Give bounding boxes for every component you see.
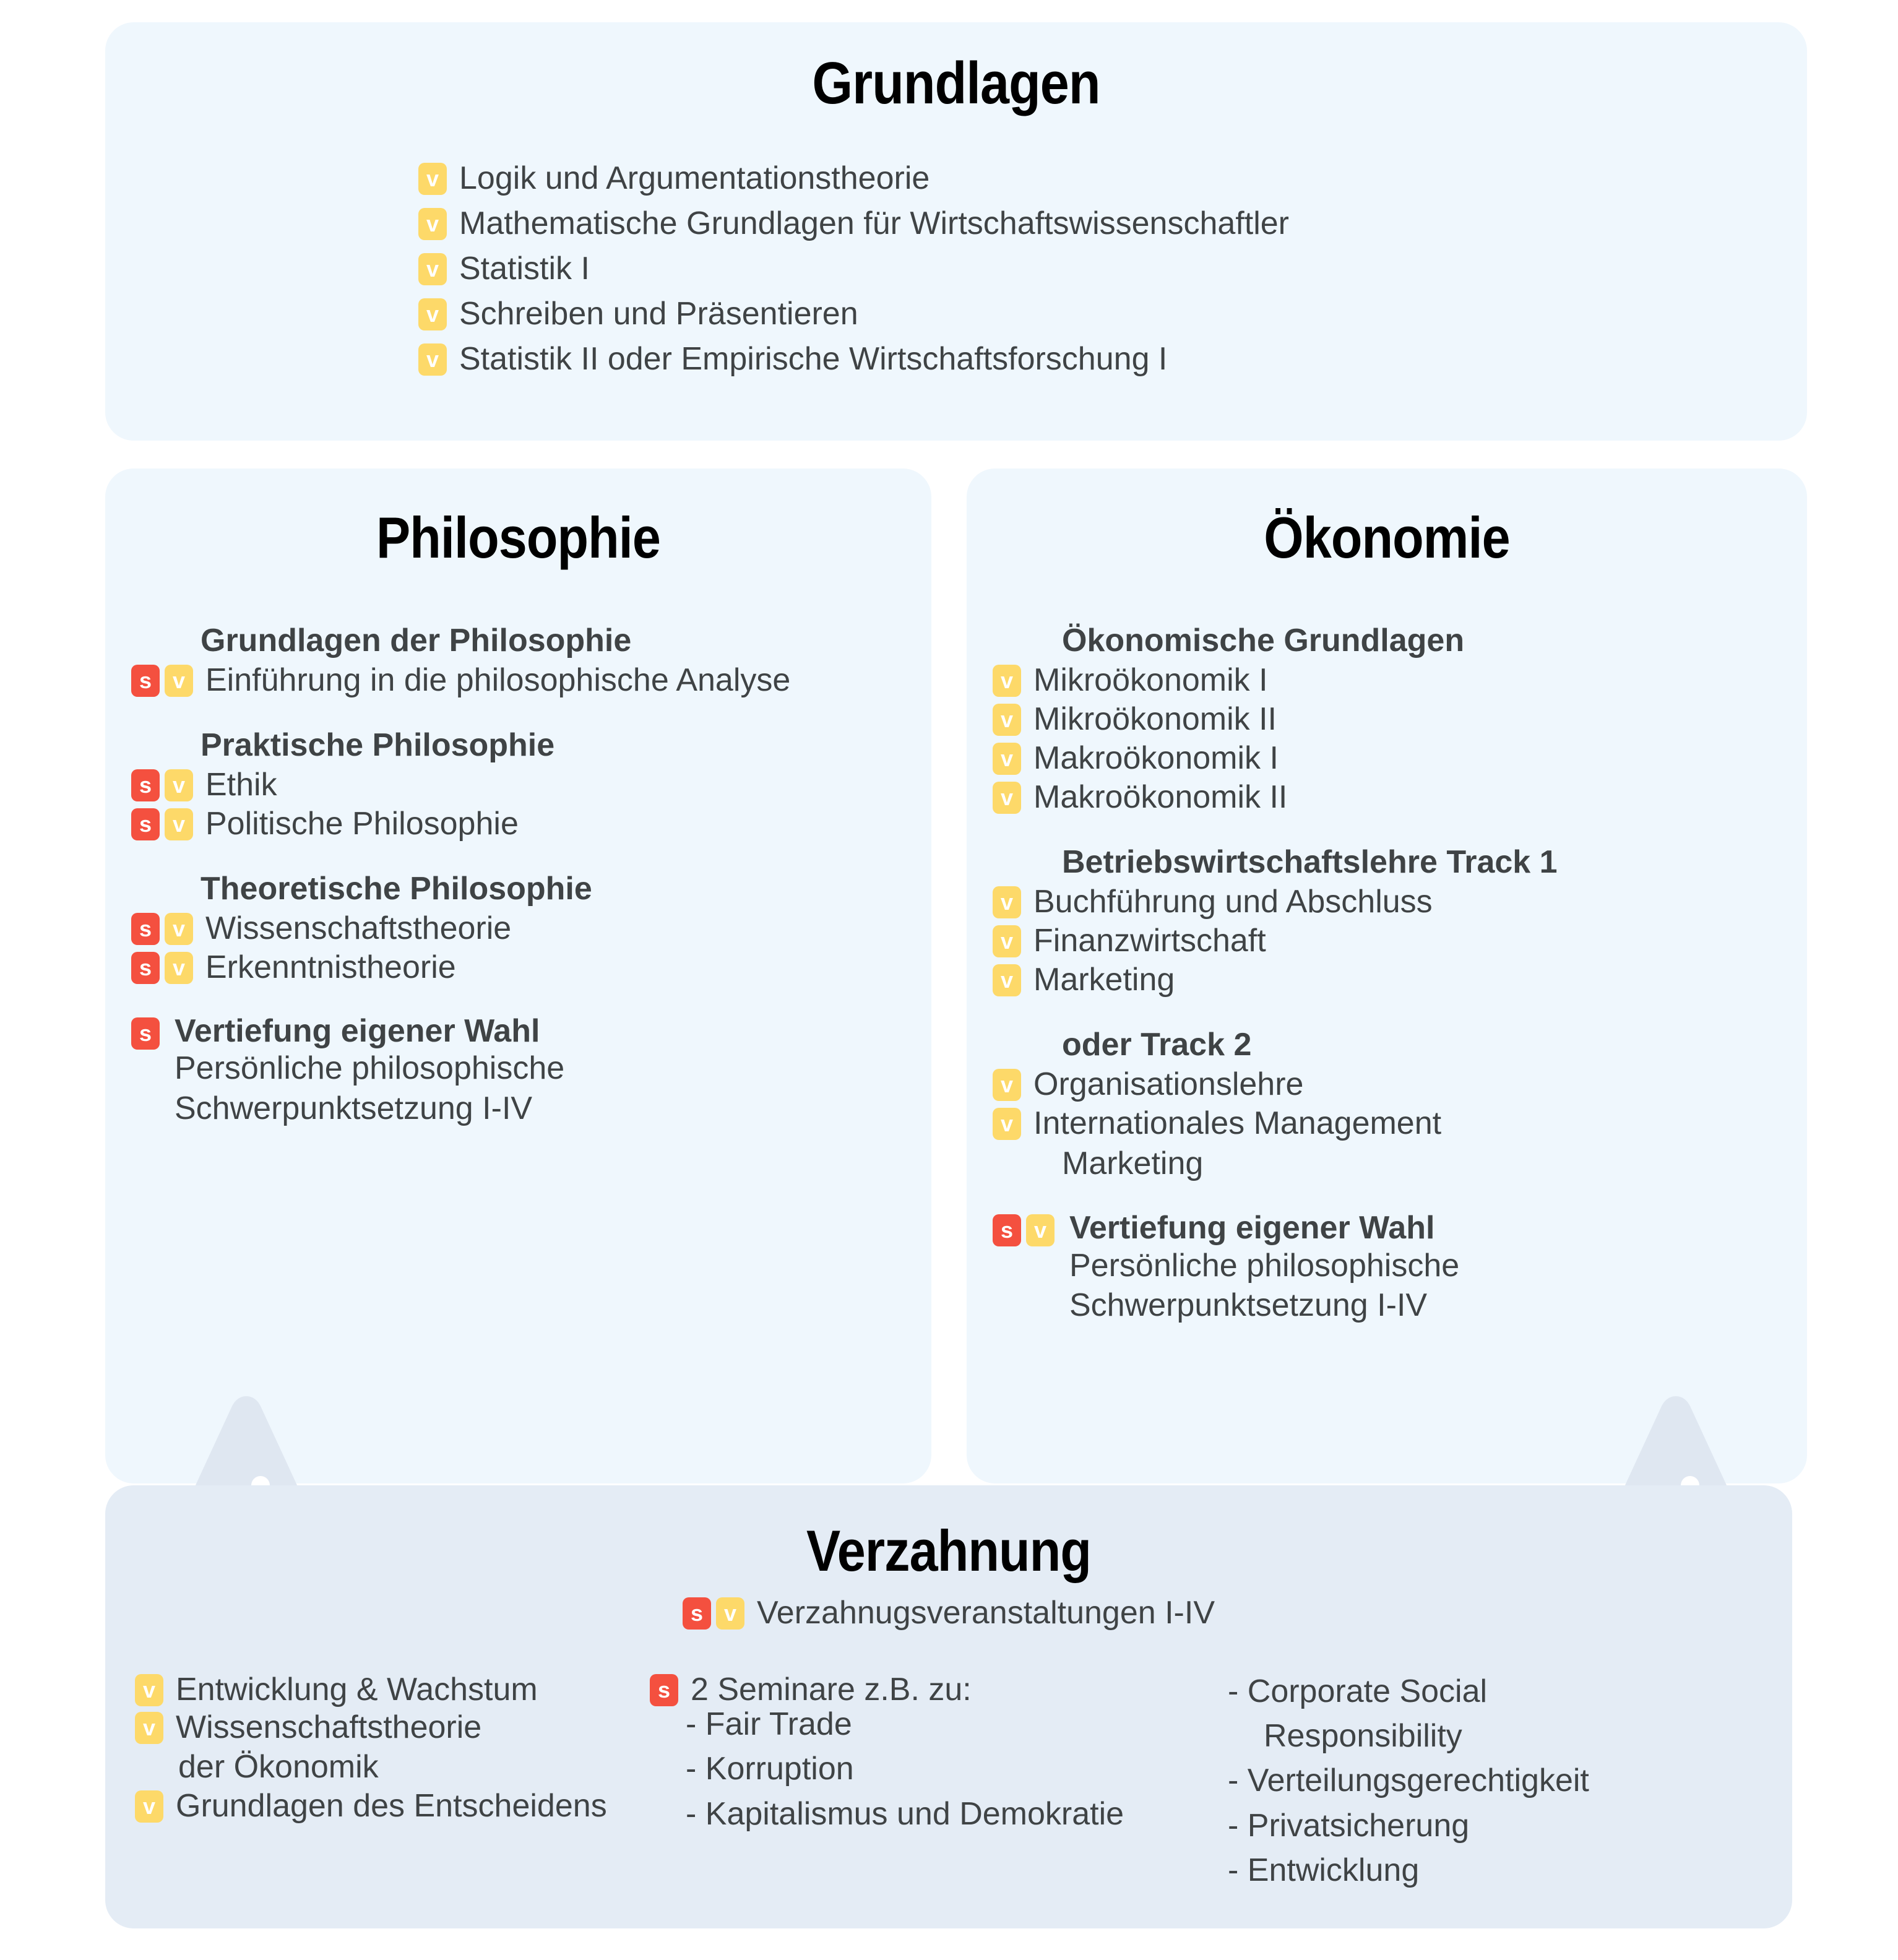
vorlesung-badge-icon: v xyxy=(993,665,1021,697)
bullet-item: - Corporate Social xyxy=(1228,1673,1488,1709)
bullet-item: - Verteilungsgerechtigkeit xyxy=(1228,1763,1589,1799)
grundlagen-title: Grundlagen xyxy=(812,50,1100,116)
course-row xyxy=(418,298,1780,330)
course-label: Mathematische Grundlagen für Wirtschaftswissenschaftler xyxy=(459,205,1289,242)
course-label: Organisationslehre xyxy=(1033,1066,1304,1103)
group-heading: Betriebswirtschaftslehre Track 1 xyxy=(1062,844,1558,881)
group-heading: oder Track 2 xyxy=(1062,1027,1252,1063)
verzahnung-columns xyxy=(105,1673,1792,1897)
course-label: Marketing xyxy=(1033,962,1175,998)
course-label: Finanzwirtschaft xyxy=(1033,923,1266,959)
badge-group xyxy=(418,253,447,285)
seminar-badge-icon: s xyxy=(131,952,160,984)
badge-group xyxy=(135,1712,163,1744)
badge-group xyxy=(683,1597,744,1630)
seminar-badge-icon: s xyxy=(650,1674,678,1706)
seminar-badge-icon: s xyxy=(993,1214,1021,1246)
course-row xyxy=(135,1673,650,1706)
vorlesung-badge-icon: v xyxy=(165,913,193,945)
vorlesung-badge-icon: v xyxy=(418,208,447,240)
vertiefung-heading: Vertiefung eigener Wahl xyxy=(175,1013,540,1050)
course-group xyxy=(131,870,930,984)
course-group xyxy=(993,844,1810,996)
vertiefung-block xyxy=(131,1014,930,1128)
vorlesung-badge-icon: v xyxy=(993,1069,1021,1101)
course-label: Einführung in die philosophische Analyse xyxy=(205,662,791,698)
vertiefung-line: Schwerpunktsetzung I-IV xyxy=(1069,1287,1428,1324)
course-label: Statistik II oder Empirische Wirtschaftsforschung I xyxy=(459,341,1168,378)
bullet-item: - Privatsicherung xyxy=(1228,1807,1470,1844)
course-label: Ethik xyxy=(205,767,277,803)
course-label: Logik und Argumentationstheorie xyxy=(459,160,930,196)
course-label: Wissenschaftstheorie xyxy=(176,1709,482,1746)
course-row xyxy=(993,1068,1810,1101)
course-row xyxy=(993,703,1810,736)
vorlesung-badge-icon: v xyxy=(418,163,447,195)
vorlesung-badge-icon: v xyxy=(993,704,1021,736)
bullet-item: - Korruption xyxy=(686,1751,854,1787)
badge-group xyxy=(131,808,193,840)
seminar-badge-icon: s xyxy=(131,665,160,697)
course-row xyxy=(135,1711,650,1744)
oekonomie-title: Ökonomie xyxy=(1264,505,1510,570)
verzahnung-column-1 xyxy=(105,1673,650,1897)
vertiefung-line: Persönliche philosophische xyxy=(175,1050,565,1087)
course-label: Statistik I xyxy=(459,251,590,287)
seminar-badge-icon: s xyxy=(131,1017,160,1050)
course-row xyxy=(418,162,1780,195)
course-row xyxy=(418,343,1780,376)
badge-group xyxy=(131,769,193,801)
course-row xyxy=(993,964,1810,996)
course-label: Wissenschaftstheorie xyxy=(205,910,512,947)
badge-group xyxy=(993,1108,1021,1140)
vertiefung-line: Schwerpunktsetzung I-IV xyxy=(175,1090,533,1126)
verzahnung-column-2 xyxy=(650,1673,1219,1897)
course-row xyxy=(131,951,930,984)
grundlagen-course-list xyxy=(418,162,1780,388)
vorlesung-badge-icon: v xyxy=(165,665,193,697)
course-label: Makroökonomik I xyxy=(1033,740,1279,777)
course-label: Entwicklung & Wachstum xyxy=(176,1672,538,1707)
vorlesung-badge-icon: v xyxy=(993,964,1021,996)
badge-group xyxy=(993,964,1021,996)
badge-group xyxy=(131,665,193,697)
course-row xyxy=(993,1107,1810,1140)
course-row xyxy=(993,742,1810,775)
course-label: Internationales Management xyxy=(1033,1105,1442,1142)
vorlesung-badge-icon: v xyxy=(165,769,193,801)
course-row xyxy=(131,912,930,945)
badge-group xyxy=(993,1069,1021,1101)
philosophie-title: Philosophie xyxy=(376,505,661,570)
course-row xyxy=(650,1673,1219,1706)
vertiefung-text xyxy=(175,1014,564,1128)
badge-group xyxy=(650,1674,678,1706)
vorlesung-badge-icon: v xyxy=(418,298,447,330)
badge-group xyxy=(993,665,1021,697)
group-heading: Grundlagen der Philosophie xyxy=(201,623,632,658)
vorlesung-badge-icon: v xyxy=(716,1597,744,1630)
group-heading: Ökonomische Grundlagen xyxy=(1062,623,1465,658)
philosophie-content xyxy=(131,622,930,1128)
group-trailing-label: Marketing xyxy=(1062,1146,1204,1182)
course-row xyxy=(418,207,1780,240)
vorlesung-badge-icon: v xyxy=(135,1674,163,1706)
vorlesung-badge-icon: v xyxy=(993,925,1021,957)
badge-group xyxy=(131,952,193,984)
badge-group xyxy=(993,782,1021,814)
badge-group xyxy=(418,208,447,240)
vertiefung-text xyxy=(1069,1211,1459,1325)
course-label: Mikroökonomik I xyxy=(1033,662,1268,698)
course-row xyxy=(993,781,1810,814)
vorlesung-badge-icon: v xyxy=(993,1108,1021,1140)
course-group xyxy=(993,622,1810,814)
course-row xyxy=(135,1790,650,1823)
vorlesung-badge-icon: v xyxy=(165,808,193,840)
oekonomie-content xyxy=(993,622,1810,1326)
course-label: Grundlagen des Entscheidens xyxy=(176,1788,607,1824)
seminar-badge-icon: s xyxy=(131,808,160,840)
bullet-item: - Fair Trade xyxy=(686,1706,852,1743)
vorlesung-badge-icon: v xyxy=(418,343,447,376)
vorlesung-badge-icon: v xyxy=(135,1712,163,1744)
verzahnung-main-row xyxy=(105,1597,1792,1630)
course-group xyxy=(131,622,930,697)
course-label: Erkenntnistheorie xyxy=(205,949,456,986)
vorlesung-badge-icon: v xyxy=(1026,1214,1055,1246)
badge-group xyxy=(993,743,1021,775)
course-row xyxy=(683,1597,1215,1630)
badge-group xyxy=(135,1790,163,1823)
course-label: Mikroökonomik II xyxy=(1033,701,1277,738)
course-label: 2 Seminare z.B. zu: xyxy=(691,1672,972,1707)
course-row xyxy=(131,808,930,840)
vorlesung-badge-icon: v xyxy=(993,886,1021,918)
course-row xyxy=(993,886,1810,918)
verzahnung-title: Verzahnung xyxy=(806,1518,1092,1583)
course-row xyxy=(993,664,1810,697)
badge-group xyxy=(993,925,1021,957)
course-row xyxy=(418,253,1780,285)
bullet-item: - Kapitalismus und Demokratie xyxy=(686,1795,1124,1832)
badge-group xyxy=(418,163,447,195)
badge-group xyxy=(131,1014,160,1050)
vorlesung-badge-icon: v xyxy=(165,952,193,984)
vertiefung-block xyxy=(993,1211,1810,1325)
vorlesung-badge-icon: v xyxy=(993,782,1021,814)
course-row xyxy=(131,664,930,697)
group-heading: Praktische Philosophie xyxy=(201,727,555,764)
badge-group xyxy=(993,704,1021,736)
course-label: Makroökonomik II xyxy=(1033,779,1288,816)
vertiefung-line: Persönliche philosophische xyxy=(1069,1247,1460,1284)
badge-group xyxy=(993,886,1021,918)
badge-group xyxy=(993,1211,1055,1246)
badge-group xyxy=(135,1674,163,1706)
course-label: Buchführung und Abschluss xyxy=(1033,884,1433,920)
badge-group xyxy=(418,298,447,330)
course-group xyxy=(131,727,930,840)
course-label: Schreiben und Präsentieren xyxy=(459,296,858,332)
continuation-label: der Ökonomik xyxy=(178,1749,379,1785)
course-group xyxy=(993,1026,1810,1181)
course-label: Verzahnugsveranstaltungen I-IV xyxy=(756,1595,1215,1631)
course-row xyxy=(131,769,930,801)
verzahnung-column-3 xyxy=(1219,1673,1764,1897)
seminar-badge-icon: s xyxy=(131,913,160,945)
bullet-item: Responsibility xyxy=(1264,1718,1462,1755)
badge-group xyxy=(131,913,193,945)
course-row xyxy=(993,925,1810,957)
vertiefung-heading: Vertiefung eigener Wahl xyxy=(1069,1210,1435,1246)
vorlesung-badge-icon: v xyxy=(993,743,1021,775)
seminar-badge-icon: s xyxy=(683,1597,711,1630)
vorlesung-badge-icon: v xyxy=(418,253,447,285)
seminar-badge-icon: s xyxy=(131,769,160,801)
badge-group xyxy=(418,343,447,376)
bullet-item: - Entwicklung xyxy=(1228,1852,1420,1888)
group-heading: Theoretische Philosophie xyxy=(201,871,592,907)
vorlesung-badge-icon: v xyxy=(135,1790,163,1823)
course-label: Politische Philosophie xyxy=(205,806,519,842)
